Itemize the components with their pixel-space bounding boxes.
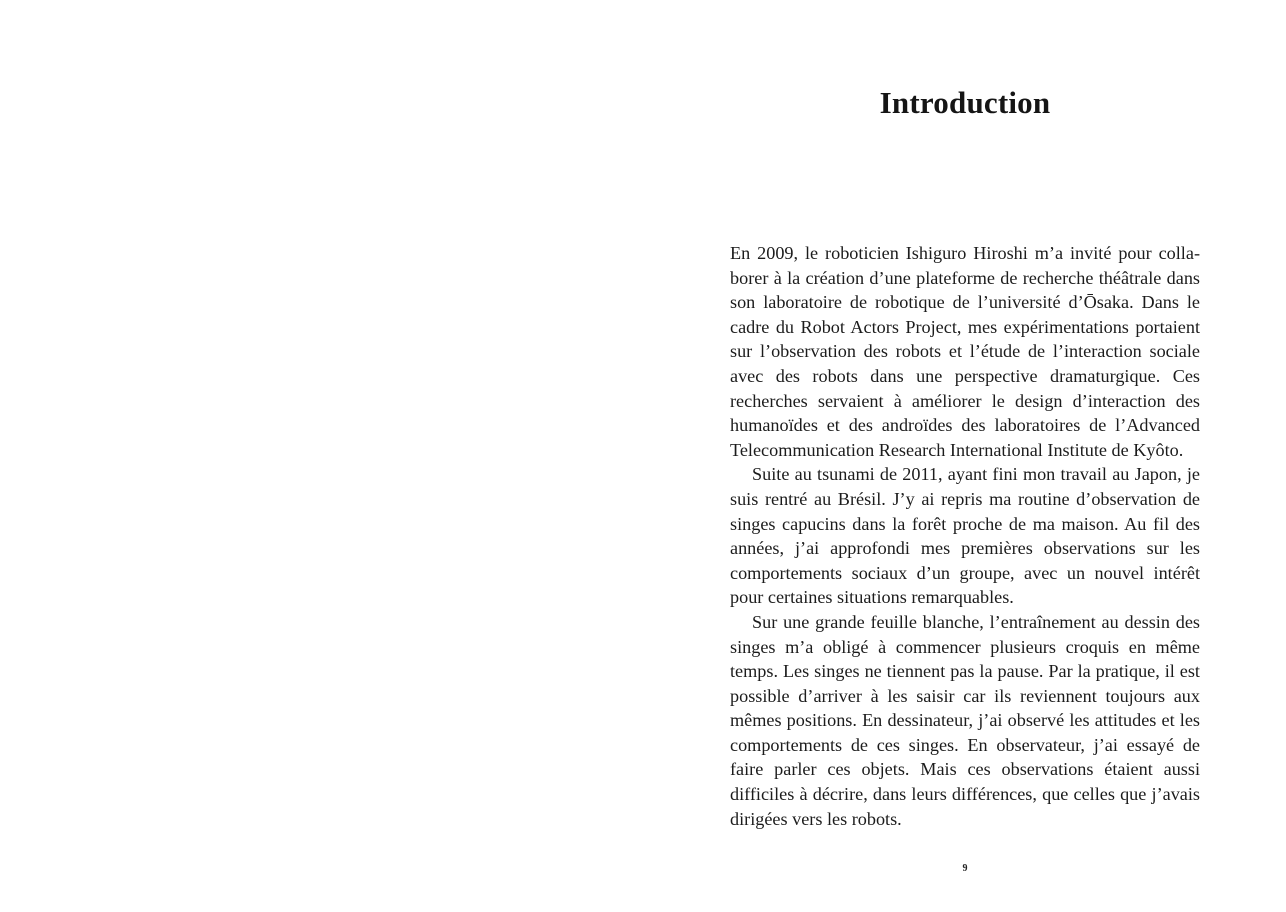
chapter-title: Introduction <box>879 85 1051 120</box>
paragraph-1: En 2009, le roboticien Ishiguro Hiroshi m’a invité pour collaborer à la création d’une plateforme de recherche théâtrale dans son laboratoire de robotique de l’université d’Ōsaka. Dans le cadre du Robot Actors Project, mes expérimentations portaient sur l’observation des robots et l’étude de l’interaction sociale avec des robots dans une perspective dramaturgique. Ces recherches servaient à améliorer le design d’interaction des humanoïdes et des androïdes des laboratoires de l’Advanced Telecommunication Research International Institute de Kyôto. <box>730 243 1200 460</box>
page-number: 9 <box>962 863 968 874</box>
paragraph-2: Suite au tsunami de 2011, ayant fini mon travail au Japon, je suis rentré au Brésil. J’y ai repris ma routine d’observation de singes capucins dans la forêt proche de ma maison. Au fil des années, j’ai approfondi mes premières observations sur les comportements sociaux d’un groupe, avec un nouvel intérêt pour certaines situations remarquables. <box>730 464 1200 608</box>
right-page <box>643 0 1286 912</box>
paragraph-3: Sur une grande feuille blanche, l’entraînement au dessin des singes m’a obligé à commencer plusieurs croquis en même temps. Les singes ne tiennent pas la pause. Par la pratique, il est possible d’arriver à les saisir car ils reviennent toujours aux mêmes positions. En dessinateur, j’ai observé les attitudes et les comportements de ces singes. En observateur, j’ai essayé de faire parler ces objets. Mais ces observations étaient aussi difficiles à décrire, dans leurs différences, que celles que j’avais dirigées vers les robots. <box>730 611 1200 829</box>
body-text <box>730 241 1200 831</box>
